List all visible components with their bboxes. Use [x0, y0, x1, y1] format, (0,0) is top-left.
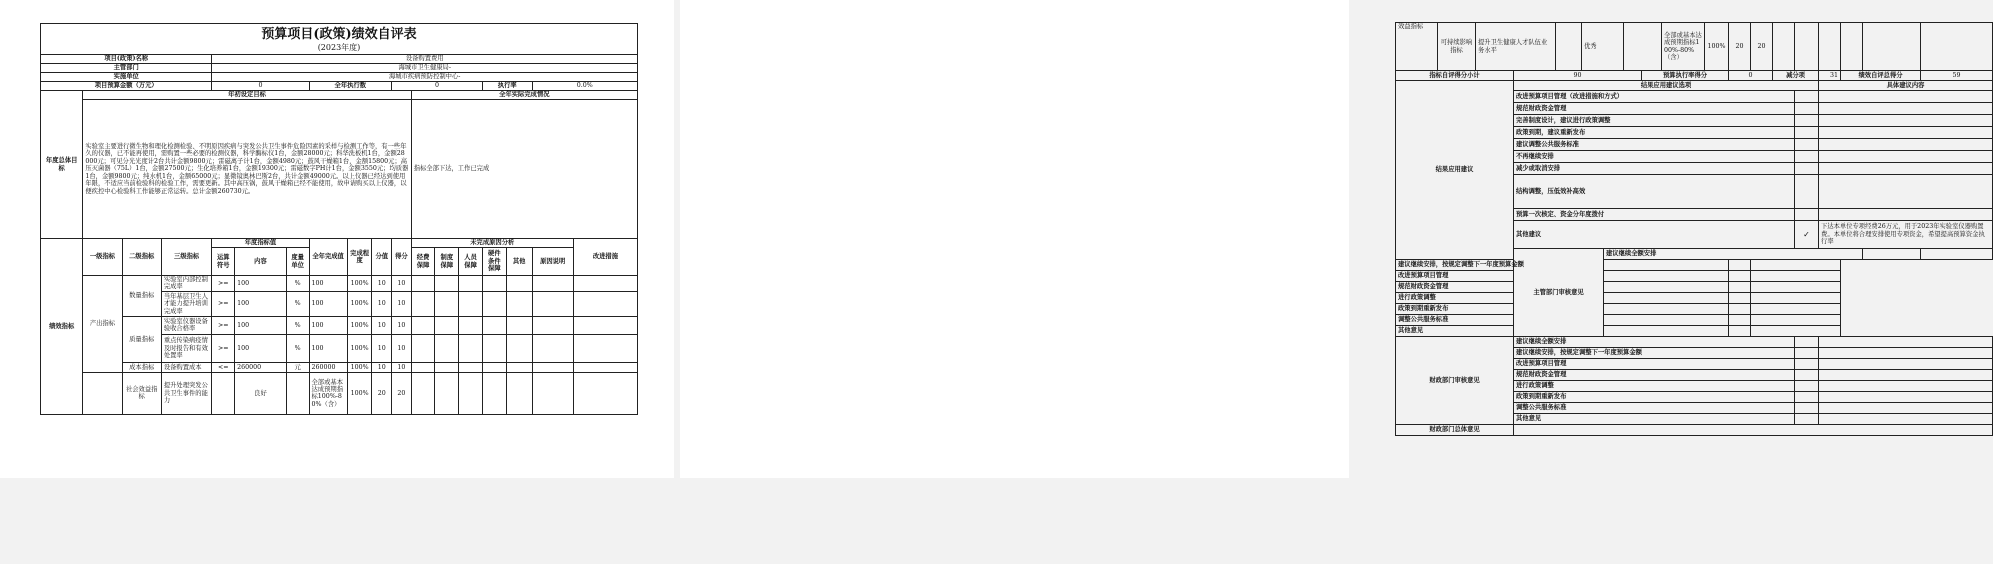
result-option: 建议调整公共服务标准: [1514, 139, 1795, 151]
indicator-score: 10: [372, 316, 392, 334]
col-score: 分值: [372, 239, 392, 276]
checkmark-icon: ✓: [1795, 221, 1819, 249]
col-r5: 其他: [506, 248, 532, 276]
indicator-unit: %: [286, 316, 309, 334]
indicator-op: >=: [212, 334, 235, 362]
indicator-name: 提升处理突发公共卫生事件的能力: [161, 372, 212, 414]
indicator-done: 全部或基本达成预期指标100%-80%（含）: [309, 372, 347, 414]
sustain-content: 优秀: [1582, 23, 1624, 71]
option-checkbox: [1795, 103, 1819, 115]
fin-review-label: 财政部门审核意见: [1396, 337, 1514, 425]
self-evaluation-table: [40, 23, 638, 415]
page-two: [680, 0, 1985, 478]
indicator-done: 100: [309, 334, 347, 362]
fin-review-option: 政策到期重新发布: [1514, 392, 1795, 403]
indicator-name: 实验室仪器设备验收合格率: [161, 316, 212, 334]
fin-review-option: 改进预算项目管理: [1514, 359, 1795, 370]
col-reason: 未完成原因分析: [411, 239, 573, 248]
col-done-value: 全年完成值: [309, 239, 347, 276]
indicator-unit: %: [286, 276, 309, 292]
result-option: 其他建议: [1514, 221, 1795, 249]
sustain-indicator-label: 可持续影响指标: [1438, 23, 1476, 71]
project-name-label: 项目(政策)名称: [41, 55, 212, 64]
sustain-done: 全部或基本达成预期指标100%-80%（含）: [1662, 23, 1705, 71]
exec-value: 0: [392, 82, 483, 91]
detail-header: 具体建议内容: [1819, 81, 1993, 91]
col-level3: 三级指标: [161, 239, 212, 276]
options-header: 结果应用建议选项: [1514, 81, 1819, 91]
actual-completion-text: 指标全部下达，工作已完成: [411, 100, 637, 239]
indicator-unit: %: [286, 334, 309, 362]
fin-review-option: 建议继续安排，按规定调整下一年度预算金额: [1514, 348, 1795, 359]
indicator-score: 20: [372, 372, 392, 414]
result-option: 不再继续安排: [1514, 151, 1795, 163]
qty-indicator-label: 数量指标: [122, 276, 161, 317]
indicator-got: 10: [392, 362, 412, 372]
col-measure: 改进措施: [573, 239, 637, 276]
total-score-value: 59: [1921, 71, 1993, 81]
option-checkbox: [1795, 163, 1819, 175]
indicator-score: 10: [372, 291, 392, 316]
indicator-name: 重点传染病疫情及时报告和有效处置率: [161, 334, 212, 362]
dept-review-option: 规范财政资金管理: [1396, 282, 1729, 293]
total-score-label: 绩效自评总得分: [1841, 71, 1921, 81]
option-checkbox: [1795, 209, 1819, 221]
col-annual-value: 年度指标值: [212, 239, 309, 248]
option-checkbox: [1795, 115, 1819, 127]
indicator-degree: 100%: [347, 372, 372, 414]
perf-indicator-label: 绩效指标: [41, 239, 83, 415]
indicator-op: [212, 372, 235, 414]
dept-value: 海城市卫生健康局-: [212, 64, 638, 73]
indicator-degree: 100%: [347, 334, 372, 362]
indicator-got: 10: [392, 316, 412, 334]
sustain-indicator-name: 提升卫生健康人才队伍业务水平: [1476, 23, 1556, 71]
col-level1: 一级指标: [83, 239, 122, 276]
indicator-done: 100: [309, 291, 347, 316]
dept-review-option: 改进预算项目管理: [1396, 271, 1729, 282]
indicator-degree: 100%: [347, 291, 372, 316]
fin-review-option: 建议继续全额安排: [1514, 337, 1795, 348]
option-checkbox: [1795, 91, 1819, 103]
impl-unit-value: 海城市疾病预防控制中心-: [212, 73, 638, 82]
page-one: [0, 0, 674, 478]
indicator-op: <=: [212, 362, 235, 372]
result-option: 结构调整，压低效补高效: [1514, 175, 1795, 209]
result-option: 改进预算项目管理（改进措施和方式）: [1514, 91, 1795, 103]
indicator-unit: %: [286, 291, 309, 316]
indicator-name: 实验室内部控制完成率: [161, 276, 212, 292]
dept-label: 主管部门: [41, 64, 212, 73]
budget-score-label: 预算执行率得分: [1642, 71, 1729, 81]
sustain-got: 20: [1751, 23, 1773, 71]
indicator-op: >=: [212, 316, 235, 334]
rate-label: 执行率: [482, 82, 532, 91]
dept-review-option: 政策到期重新发布: [1396, 304, 1729, 315]
indicator-unit: 元: [286, 362, 309, 372]
fin-review-option: 规范财政资金管理: [1514, 370, 1795, 381]
indicator-degree: 100%: [347, 276, 372, 292]
dept-review-label: 主管部门审核意见: [1514, 249, 1604, 337]
option-checkbox: [1795, 139, 1819, 151]
indicator-done: 260000: [309, 362, 347, 372]
col-r1: 经费保障: [411, 248, 435, 276]
indicator-score: 10: [372, 334, 392, 362]
minus-value: 31: [1819, 71, 1841, 81]
initial-goal-header: 年初设定目标: [83, 91, 411, 100]
option-checkbox: [1795, 127, 1819, 139]
output-indicator-label: 产出指标: [83, 276, 122, 373]
indicator-op: >=: [212, 276, 235, 292]
fin-review-option: 进行政策调整: [1514, 381, 1795, 392]
dept-review-option: 建议继续安排，按规定调整下一年度预算金额: [1396, 260, 1729, 271]
indicator-degree: 100%: [347, 316, 372, 334]
minus-label: 减分项: [1773, 71, 1819, 81]
dept-review-option: 进行政策调整: [1396, 293, 1729, 304]
impl-unit-label: 实施单位: [41, 73, 212, 82]
other-suggestion-detail: 下达本单位专项经费26万元，用于2023年实验室仪器购置费。本单位将合理安排使用专项资金，希望提高预算资金执行率: [1819, 221, 1993, 249]
project-name-value: 设备购置费用: [212, 55, 638, 64]
col-r2: 制度保障: [435, 248, 459, 276]
indicator-content: 良好: [235, 372, 287, 414]
result-option: 减少或取消安排: [1514, 163, 1795, 175]
dept-review-option: 调整公共服务标准: [1396, 315, 1729, 326]
indicator-content: 100: [235, 276, 287, 292]
col-content: 内容: [235, 248, 287, 276]
self-score-label: 指标自评得分小计: [1396, 71, 1514, 81]
sustain-score: 20: [1729, 23, 1751, 71]
result-apply-label: 结果应用建议: [1396, 81, 1514, 260]
budget-score-value: 0: [1729, 71, 1773, 81]
fin-review-option: 调整公共服务标准: [1514, 403, 1795, 414]
table-title-cell: [41, 24, 638, 55]
form-title: 预算项目(政策)绩效自评表: [261, 26, 417, 42]
indicator-done: 100: [309, 316, 347, 334]
col-level2: 二级指标: [122, 239, 161, 276]
col-unit: 度量单位: [286, 248, 309, 276]
qual-indicator-label: 质量指标: [122, 316, 161, 362]
option-checkbox: [1795, 151, 1819, 163]
indicator-content: 260000: [235, 362, 287, 372]
indicator-got: 10: [392, 276, 412, 292]
indicator-got: 20: [392, 372, 412, 414]
col-r4: 硬件条件保障: [482, 248, 506, 276]
indicator-got: 10: [392, 291, 412, 316]
col-r3: 人员保障: [459, 248, 483, 276]
results-table: [1395, 22, 1993, 436]
rate-value: 0.0%: [532, 82, 637, 91]
indicator-name: 当年基层卫生人才能力提升培训完成率: [161, 291, 212, 316]
indicator-op: >=: [212, 291, 235, 316]
form-year: (2023年度): [317, 42, 361, 52]
result-option: 规范财政资金管理: [1514, 103, 1795, 115]
dept-review-option: 建议继续全额安排: [1604, 249, 1863, 260]
result-option: 政策到期，建议重新发布: [1514, 127, 1795, 139]
option-checkbox: [1795, 175, 1819, 209]
initial-goal-text: 实验室主要进行微生物和理化检测检验、不明原因疾病与突发公共卫生事件危险因素的采样与检测工作等，有一些年久的仪器，已不能再使用，需购置一些必要的检测仪器，科学酶标仪1台，金额28000元；科华洗板机1台，金额28000元；可见分光光度计2台共计金额9800元；雷磁离子计1台，金额4980元；鼓风干燥箱1台，金额15800元；高压灭菌器（75L）1台，金额27500元；生化培养箱1台，金额19300元；雷磁数字PH计1台，金额3550元；均质器1台，金额9800元；纯水机1台，金额65000元；显微镜奥林巴斯2台，共计金额49000元。以上仪器已经达到使用年限，不适应当前检验科的检验工作，需要更新。其中高压锅，鼓风干燥箱已经不能使用，故申请购买以上仪器，以便疾控中心检验科工作能够正常运转。总计金额260730元。: [83, 100, 411, 239]
indicator-unit: [286, 372, 309, 414]
benefit-indicator-label: 效益指标: [1396, 23, 1438, 71]
col-got: 得分: [392, 239, 412, 276]
indicator-done: 100: [309, 276, 347, 292]
col-r6: 原因说明: [532, 248, 573, 276]
result-option: 完善制度设计，建议进行政策调整: [1514, 115, 1795, 127]
indicator-got: 10: [392, 334, 412, 362]
indicator-content: 100: [235, 334, 287, 362]
social-indicator-label: 社会效益指标: [122, 372, 161, 414]
indicator-degree: 100%: [347, 362, 372, 372]
self-score-value: 90: [1514, 71, 1642, 81]
fin-overall-label: 财政部门总体意见: [1396, 425, 1514, 436]
result-option: 预算一次核定、资金分年度拨付: [1514, 209, 1795, 221]
indicator-name: 设备购置成本: [161, 362, 212, 372]
indicator-content: 100: [235, 316, 287, 334]
col-degree: 完成程度: [347, 239, 372, 276]
indicator-content: 100: [235, 291, 287, 316]
dept-review-option: 其他意见: [1396, 326, 1729, 337]
indicator-score: 10: [372, 362, 392, 372]
col-op: 运算符号: [212, 248, 235, 276]
sustain-degree: 100%: [1705, 23, 1729, 71]
indicator-score: 10: [372, 276, 392, 292]
annual-goal-label: 年度总体目标: [41, 91, 83, 239]
actual-completion-header: 全年实际完成情况: [411, 91, 637, 100]
budget-value: 0: [212, 82, 309, 91]
cost-indicator-label: 成本指标: [122, 362, 161, 372]
budget-label: 项目预算金额（万元）: [41, 82, 212, 91]
fin-review-option: 其他意见: [1514, 414, 1795, 425]
exec-label: 全年执行数: [309, 82, 392, 91]
